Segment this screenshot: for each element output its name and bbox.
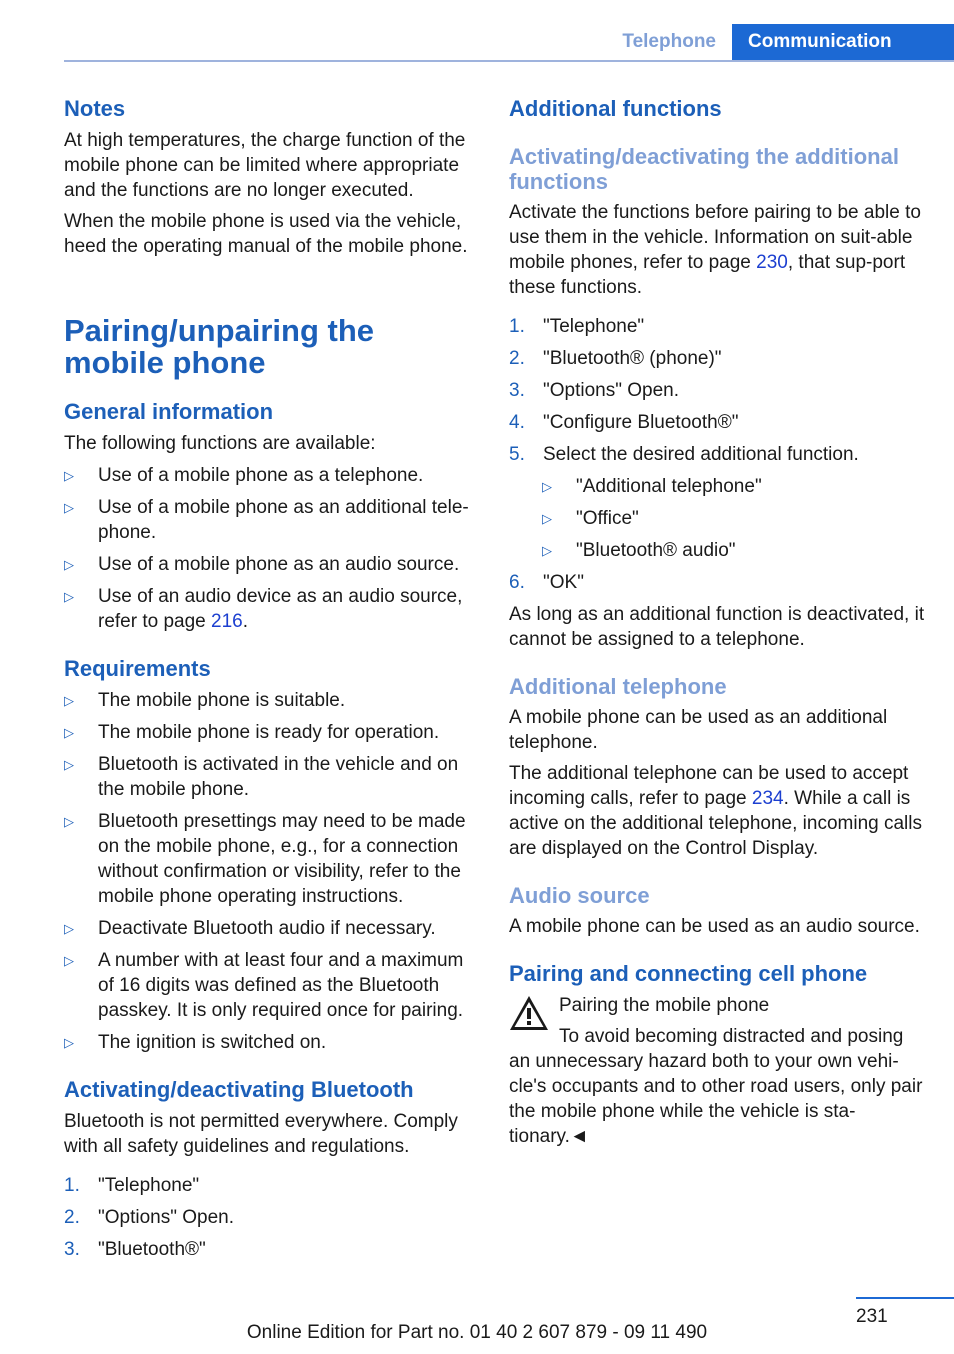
deactivated-note: As long as an additional function is deactivated, it cannot be assigned to a telephone. [509, 604, 925, 650]
right-column [509, 96, 925, 1149]
triangle-bullet-icon: ▷ [64, 953, 74, 968]
left-column [64, 96, 480, 1269]
triangle-bullet-icon: ▷ [64, 500, 74, 515]
general-info-intro: The following functions are available: [64, 433, 376, 454]
step-item: 6. "OK" [509, 572, 584, 593]
page-link-234[interactable]: 234 [751, 788, 784, 809]
bluetooth-heading: Activating/deactivating Bluetooth [64, 1077, 414, 1102]
step-item: 3. "Bluetooth®" [64, 1239, 206, 1260]
additional-function-steps [509, 314, 925, 467]
list-item: ▷ Bluetooth is activated in the vehicle and on the mobile phone. [64, 754, 459, 800]
additional-function-steps-end [509, 570, 925, 595]
triangle-bullet-icon: ▷ [542, 479, 552, 494]
requirements-heading: Requirements [64, 656, 211, 681]
page-title: Pairing/unpairing the mobile phone [64, 313, 375, 380]
step-item: 1. "Telephone" [64, 1175, 200, 1196]
list-item: ▷ "Bluetooth® audio" [542, 540, 736, 561]
activating-heading: Activating/deactivating the additional functions [509, 144, 899, 194]
triangle-bullet-icon: ▷ [542, 543, 552, 558]
step-item: 5. Select the desired additional function. [509, 444, 859, 465]
edition-footer: Online Edition for Part no. 01 40 2 607 879 - 09 11 490 [246, 1322, 708, 1343]
triangle-bullet-icon: ▷ [64, 557, 74, 572]
step-item: 1. "Telephone" [509, 316, 645, 337]
triangle-bullet-icon: ▷ [64, 1035, 74, 1050]
list-item: ▷ Use of a mobile phone as an additional tele‐phone. [64, 497, 469, 543]
step-item: 2. "Options" Open. [64, 1207, 235, 1228]
header-rule [64, 60, 954, 62]
list-item: ▷ The mobile phone is ready for operation. [64, 722, 440, 743]
list-item: ▷ "Office" [542, 508, 639, 529]
warning-title: Pairing the mobile phone [559, 995, 770, 1016]
triangle-bullet-icon: ▷ [64, 589, 74, 604]
list-item: ▷ "Additional telephone" [542, 476, 762, 497]
header-chapter-tab: Communication [732, 24, 954, 62]
audio-source-heading: Audio source [509, 883, 650, 908]
additional-telephone-paragraph: The additional telephone can be used to accept incoming calls, refer to page 234. While a call is active on the additional telephone, incoming calls are displayed on the Control Display. [509, 763, 922, 859]
page-number-rule [856, 1297, 954, 1299]
additional-telephone-heading: Additional telephone [509, 674, 727, 699]
step-item: 2. "Bluetooth® (phone)" [509, 348, 722, 369]
additional-telephone-paragraph: A mobile phone can be used as an additional telephone. [509, 707, 888, 753]
list-item: ▷ Use of an audio device as an audio source, refer to page 216. [64, 586, 463, 632]
list-item: ▷ Use of a mobile phone as a telephone. [64, 465, 424, 486]
general-info-heading: General information [64, 399, 274, 424]
triangle-bullet-icon: ▷ [542, 511, 552, 526]
list-item: ▷ Use of a mobile phone as an audio source. [64, 554, 460, 575]
audio-source-paragraph: A mobile phone can be used as an audio source. [509, 916, 920, 937]
list-item: ▷ The ignition is switched on. [64, 1032, 327, 1053]
notes-paragraph: At high temperatures, the charge function of the mobile phone can be limited where appropriate and the functions are no longer executed. [64, 130, 466, 201]
list-item: ▷ Deactivate Bluetooth audio if necessary. [64, 918, 436, 939]
header-section-tab: Telephone [622, 31, 716, 52]
triangle-bullet-icon: ▷ [64, 468, 74, 483]
triangle-bullet-icon: ▷ [64, 921, 74, 936]
additional-functions-heading: Additional functions [509, 96, 722, 121]
function-option-list [509, 474, 925, 563]
triangle-bullet-icon: ▷ [64, 725, 74, 740]
warning-block [509, 993, 925, 1149]
list-item: ▷ The mobile phone is suitable. [64, 690, 346, 711]
triangle-bullet-icon: ▷ [64, 693, 74, 708]
list-item: ▷ Bluetooth presettings may need to be made on the mobile phone, e.g., for a connection without confirmation or visibility, refer to the mobile phone operating instructions. [64, 811, 466, 907]
bluetooth-intro: Bluetooth is not permitted everywhere. Comply with all safety guidelines and regulations. [64, 1111, 458, 1157]
step-item: 3. "Options" Open. [509, 380, 680, 401]
activating-intro: Activate the functions before pairing to be able to use them in the vehicle. Information on suit‐able mobile phones, refer to page 230, that sup‐port these functions. [509, 202, 921, 298]
notes-paragraph: When the mobile phone is used via the vehicle, heed the operating manual of the mobile phone. [64, 211, 468, 257]
warning-text: To avoid becoming distracted and posing an unnecessary hazard both to your own vehi‐cle's occupants and to other road users, only pair the mobile phone while the vehicle is sta‐tionary.◄ [509, 1026, 923, 1147]
bluetooth-steps [64, 1173, 480, 1262]
general-info-list [64, 463, 480, 634]
requirements-list [64, 688, 480, 1055]
triangle-bullet-icon: ▷ [64, 814, 74, 829]
page-number: 231 [856, 1306, 888, 1327]
triangle-bullet-icon: ▷ [64, 757, 74, 772]
pairing-heading: Pairing and connecting cell phone [509, 961, 868, 986]
warning-triangle-icon [509, 995, 549, 1031]
page-link-216[interactable]: 216 [211, 611, 243, 632]
page-link-230[interactable]: 230 [756, 252, 788, 273]
step-item: 4. "Configure Bluetooth®" [509, 412, 739, 433]
notes-heading: Notes [64, 96, 126, 121]
list-item: ▷ A number with at least four and a maximum of 16 digits was defined as the Bluetooth passkey. It is only required once for pairing. [64, 950, 464, 1021]
